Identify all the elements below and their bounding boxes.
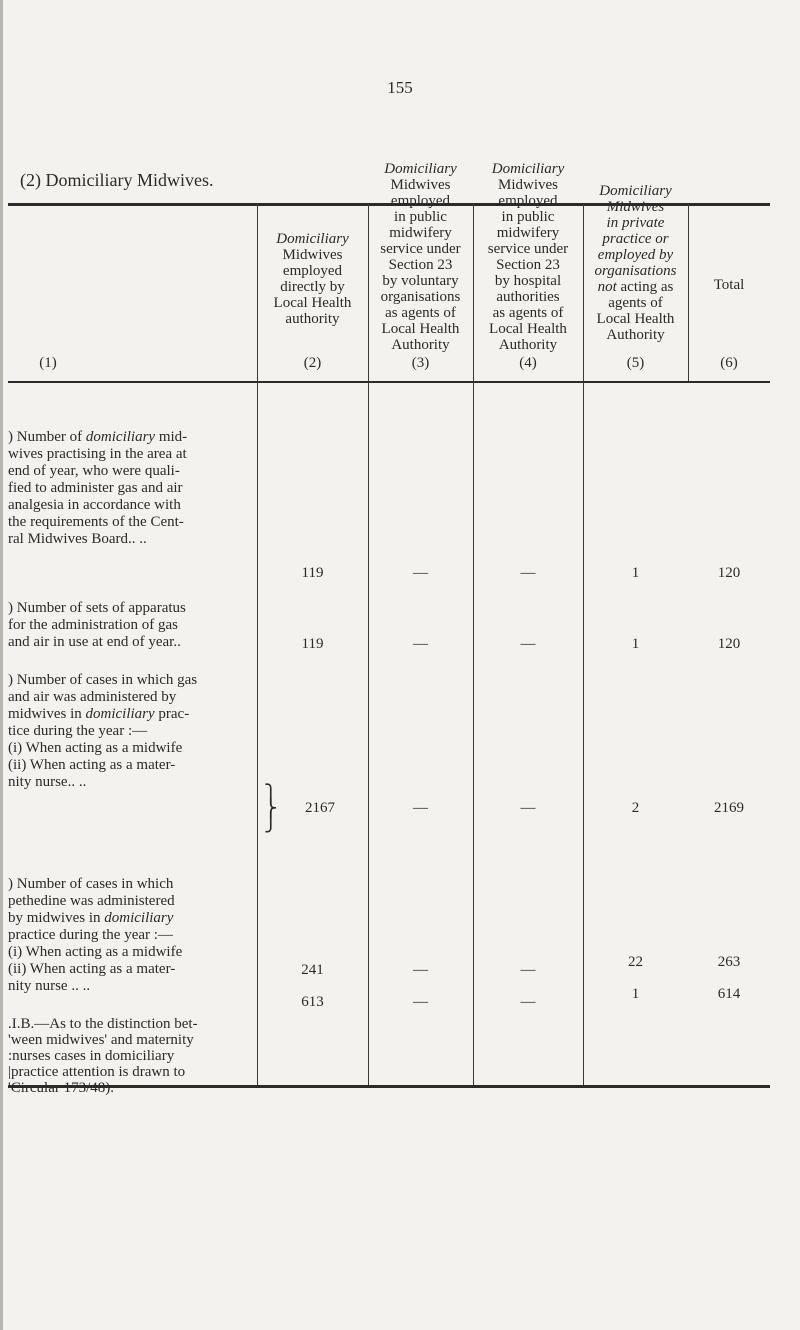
- cell-value: 2: [631, 800, 640, 816]
- column-italic-word: not: [597, 279, 617, 295]
- cell-value: 119: [301, 636, 324, 652]
- cell-value: 2167: [305, 800, 335, 816]
- row-text: Number of sets of apparatus for the administration of gas and air in use at end of year..: [8, 600, 186, 650]
- column-number: (6): [720, 355, 738, 371]
- column-header-3: [368, 161, 473, 381]
- row-prefix: ): [8, 672, 13, 688]
- cell-value: —: [520, 565, 536, 581]
- row-italic-text: domiciliary: [104, 910, 174, 926]
- cell-value: —: [413, 565, 428, 581]
- column-number: (3): [411, 355, 430, 371]
- column-description: Midwives employed directly by Local Health authority: [273, 247, 352, 327]
- column-description-continued: [597, 279, 675, 343]
- column-number: (2): [303, 355, 322, 371]
- section-title: (2) Domiciliary Midwives.: [20, 170, 214, 190]
- row-text: practice during the year :— (i) When acting as a midwife (ii) When acting as a mater- nity nurse .. ..: [8, 927, 183, 994]
- column-description: [595, 183, 677, 279]
- column-number: (5): [626, 355, 645, 371]
- row-label: [8, 876, 256, 995]
- column-description: Midwives employed in public midwifery service under Section 23 by hospital authorities as agents of Local Health Authority: [487, 177, 569, 353]
- midwives-table: [8, 161, 770, 1096]
- row-text: Number of cases in which gas and air was administered by midwives in: [8, 672, 198, 722]
- cell-value: —: [413, 994, 428, 1010]
- cell-value: 1: [631, 986, 640, 1002]
- row-label: [8, 600, 256, 651]
- row-text: mid- wives practising in the area at end of year, who were quali- fied to administer gas and air analgesia in accordance with the requirements of the Cent- ral Midwives Board.. ..: [8, 429, 188, 547]
- cell-value: —: [413, 636, 428, 652]
- cell-value: 120: [717, 565, 741, 581]
- column-number: (4): [519, 355, 537, 371]
- column-description: Total: [713, 277, 745, 293]
- column-description-rest: acting as agents of Local Health Authority: [596, 279, 675, 343]
- cell-value: 1: [631, 636, 640, 652]
- footnote: .I.B.—As to the distinction bet- 'ween midwives' and maternity :nurses cases in domiciliary |practice attention is drawn to 'Circular 173/48).: [8, 1016, 198, 1096]
- cell-value: —: [413, 962, 428, 978]
- page-number: 155: [387, 78, 413, 97]
- row-prefix: ): [8, 876, 13, 892]
- column-italic-text: Domiciliary: [384, 161, 457, 177]
- row-prefix: ): [8, 600, 13, 616]
- cell-value: 22: [628, 954, 643, 970]
- row-text: Number of cases in which pethedine was administered by midwives in: [8, 876, 175, 926]
- row-italic-text: domiciliary: [85, 429, 156, 445]
- column-header-4: [473, 161, 583, 381]
- row-label: [8, 672, 256, 791]
- cell-value: —: [520, 962, 536, 978]
- column-header-2: [257, 203, 368, 381]
- cell-value: 119: [301, 565, 324, 581]
- cell-value: 614: [717, 986, 741, 1002]
- cell-value: 120: [717, 636, 741, 652]
- row-italic-text: domiciliary: [85, 706, 155, 722]
- row-text: prac- tice during the year :— (i) When acting as a midwife (ii) When acting as a mater- nity nurse.. ..: [8, 706, 190, 790]
- cell-value: 263: [717, 954, 741, 970]
- column-italic-text: Domiciliary Midwives in private practice or employed by organisations: [594, 183, 677, 279]
- column-italic-text: Domiciliary: [491, 161, 565, 177]
- page-left-edge: [0, 0, 3, 1330]
- column-italic-text: Domiciliary: [276, 231, 349, 247]
- cell-value: —: [520, 636, 536, 652]
- cell-value: 241: [301, 962, 324, 978]
- column-header-5: [583, 183, 688, 381]
- column-number: (1): [39, 355, 57, 371]
- cell-value: 613: [301, 994, 324, 1010]
- row-prefix: ): [8, 429, 13, 445]
- column-header-6: [688, 203, 770, 381]
- cell-value: 1: [631, 565, 640, 581]
- cell-value: —: [413, 800, 428, 816]
- cell-value: —: [520, 994, 536, 1010]
- table-header-rule: [8, 381, 770, 383]
- brace-icon: ⎫ ⎬ ⎭: [264, 784, 278, 832]
- column-header-1: [8, 203, 88, 381]
- cell-value: 2169: [714, 800, 744, 816]
- row-text: Number of: [16, 429, 83, 445]
- column-description: Midwives employed in public midwifery service under Section 23 by voluntary organisations as agents of Local Health Authority: [380, 177, 461, 353]
- row-label: [8, 429, 256, 548]
- cell-value: —: [520, 800, 536, 816]
